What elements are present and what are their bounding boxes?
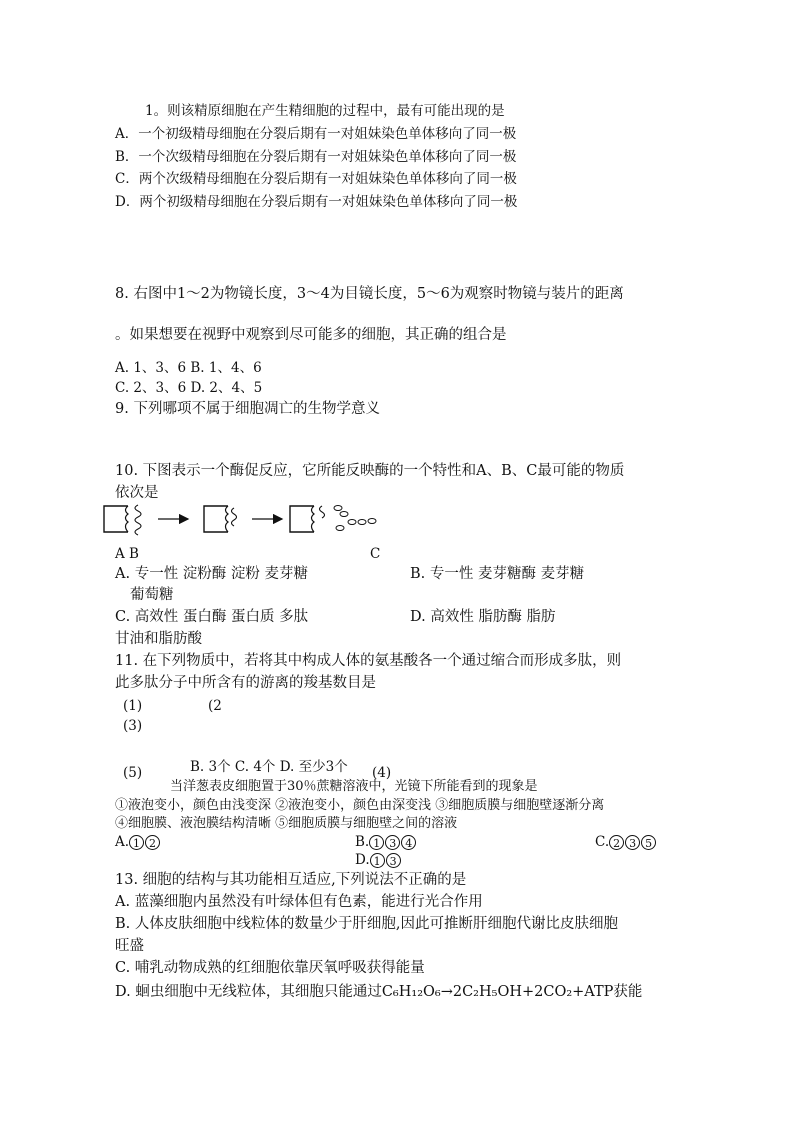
q11-molecule-5: (5): [123, 765, 143, 781]
q8-options-ab: A. 1、3、6 B. 1、4、6: [115, 360, 262, 376]
enzyme-products: [290, 506, 376, 533]
q10-label-ab: A B: [115, 546, 139, 562]
q11-molecule-1: (1): [123, 698, 143, 714]
q10-line1: 10. 下图表示一个酶促反应，它所能反映酶的一个特性和A、B、C最可能的物质: [115, 463, 625, 479]
q7-option-c: C．两个次级精母细胞在分裂后期有一对姐妹染色单体移向了同一极: [115, 171, 517, 187]
enzyme-bound: [204, 506, 237, 532]
q11-molecule-4: (4): [372, 765, 392, 781]
enzyme-substrate-complex: [104, 505, 141, 535]
q13-stem: 13. 细胞的结构与其功能相互适应,下列说法不正确的是: [115, 872, 467, 888]
q11-molecule-2: (2: [208, 698, 222, 714]
q10-option-d: D. 高效性 脂肪酶 脂肪: [410, 609, 556, 625]
q12-option-c: [595, 833, 657, 851]
q12-option-b-label: B.: [355, 834, 370, 850]
q7-option-b: B．一个次级精母细胞在分裂后期有一对姐妹染色单体移向了同一极: [115, 149, 517, 165]
q12-statements-1: ①液泡变小，颜色由浅变深 ②液泡变小，颜色由深变浅 ③细胞质膜与细胞壁逐渐分离: [115, 798, 605, 813]
q13-option-a: A. 蓝藻细胞内虽然没有叶绿体但有色素，能进行光合作用: [115, 894, 483, 910]
q9-stem: 9. 下列哪项不属于细胞凋亡的生物学意义: [115, 401, 380, 417]
q8-options-cd: C. 2、3、6 D. 2、4、5: [115, 380, 263, 396]
q12-option-c-label: C.: [595, 834, 610, 850]
circled-number: 1: [370, 853, 385, 868]
q12-option-b: [355, 833, 417, 851]
q11-line2: 此多肽分子中所含有的游离的羧基数目是: [115, 675, 376, 691]
q12-option-d-label: D.: [355, 852, 370, 868]
q7-option-d: D．两个初级精母细胞在分裂后期有一对姐妹染色单体移向了同一极: [115, 194, 518, 210]
q12-stem: 当洋葱表皮细胞置于30％蔗糖溶液中，光镜下所能看到的现象是: [170, 779, 538, 794]
q12-option-a: [115, 833, 161, 851]
q10-label-c: C: [370, 546, 381, 562]
q7-stem: 1。则该精原细胞在产生精细胞的过程中，最有可能出现的是: [145, 103, 505, 119]
q10-option-d-cont: 甘油和脂肪酸: [115, 631, 202, 647]
circled-number: 5: [641, 835, 656, 850]
q13-option-b-cont: 旺盛: [115, 938, 144, 954]
circled-number: 2: [609, 835, 624, 850]
q10-option-b-cont: 葡萄糖: [130, 587, 174, 603]
q11-line1: 11. 在下列物质中，若将其中构成人体的氨基酸各一个通过缩合而形成多肽，则: [115, 653, 622, 669]
q13-option-b: B. 人体皮肤细胞中线粒体的数量少于肝细胞,因此可推断肝细胞代谢比皮肤细胞: [115, 916, 618, 932]
q13-option-c: C. 哺乳动物成熟的红细胞依靠厌氧呼吸获得能量: [115, 960, 425, 976]
circled-number: 1: [129, 835, 144, 850]
q8-line2: 。如果想要在视野中观察到尽可能多的细胞，其正确的组合是: [115, 327, 507, 343]
q11-options: B. 3个 C. 4个 D. 至少3个: [190, 759, 348, 775]
q12-option-d: [355, 851, 402, 869]
q7-option-a: A．一个初级精母细胞在分裂后期有一对姐妹染色单体移向了同一极: [115, 126, 517, 142]
q12-statements-2: ④细胞膜、液泡膜结构清晰 ⑤细胞质膜与细胞壁之间的溶液: [115, 816, 458, 831]
q10-option-a: A. 专一性 淀粉酶 淀粉 麦芽糖: [115, 566, 309, 582]
circled-number: 1: [369, 835, 384, 850]
q12-option-a-label: A.: [115, 834, 130, 850]
enzyme-reaction-diagram: [100, 500, 390, 538]
q10-line2: 依次是: [115, 485, 159, 501]
circled-number: 3: [625, 835, 640, 850]
q11-molecule-3: (3): [123, 718, 143, 734]
q10-option-b: B. 专一性 麦芽糖酶 麦芽糖: [410, 566, 585, 582]
circled-number: 2: [145, 835, 160, 850]
q8-line1: 8. 右图中1～2为物镜长度，3～4为目镜长度，5～6为观察时物镜与装片的距离: [115, 286, 624, 302]
circled-number: 4: [401, 835, 416, 850]
circled-number: 3: [385, 835, 400, 850]
q10-option-c: C. 高效性 蛋白酶 蛋白质 多肽: [115, 609, 309, 625]
q13-option-d: D. 蛔虫细胞中无线粒体，其细胞只能通过C₆H₁₂O₆→2C₂H₅OH+2CO₂+ATP获能: [115, 984, 643, 1000]
circled-number: 3: [386, 853, 401, 868]
